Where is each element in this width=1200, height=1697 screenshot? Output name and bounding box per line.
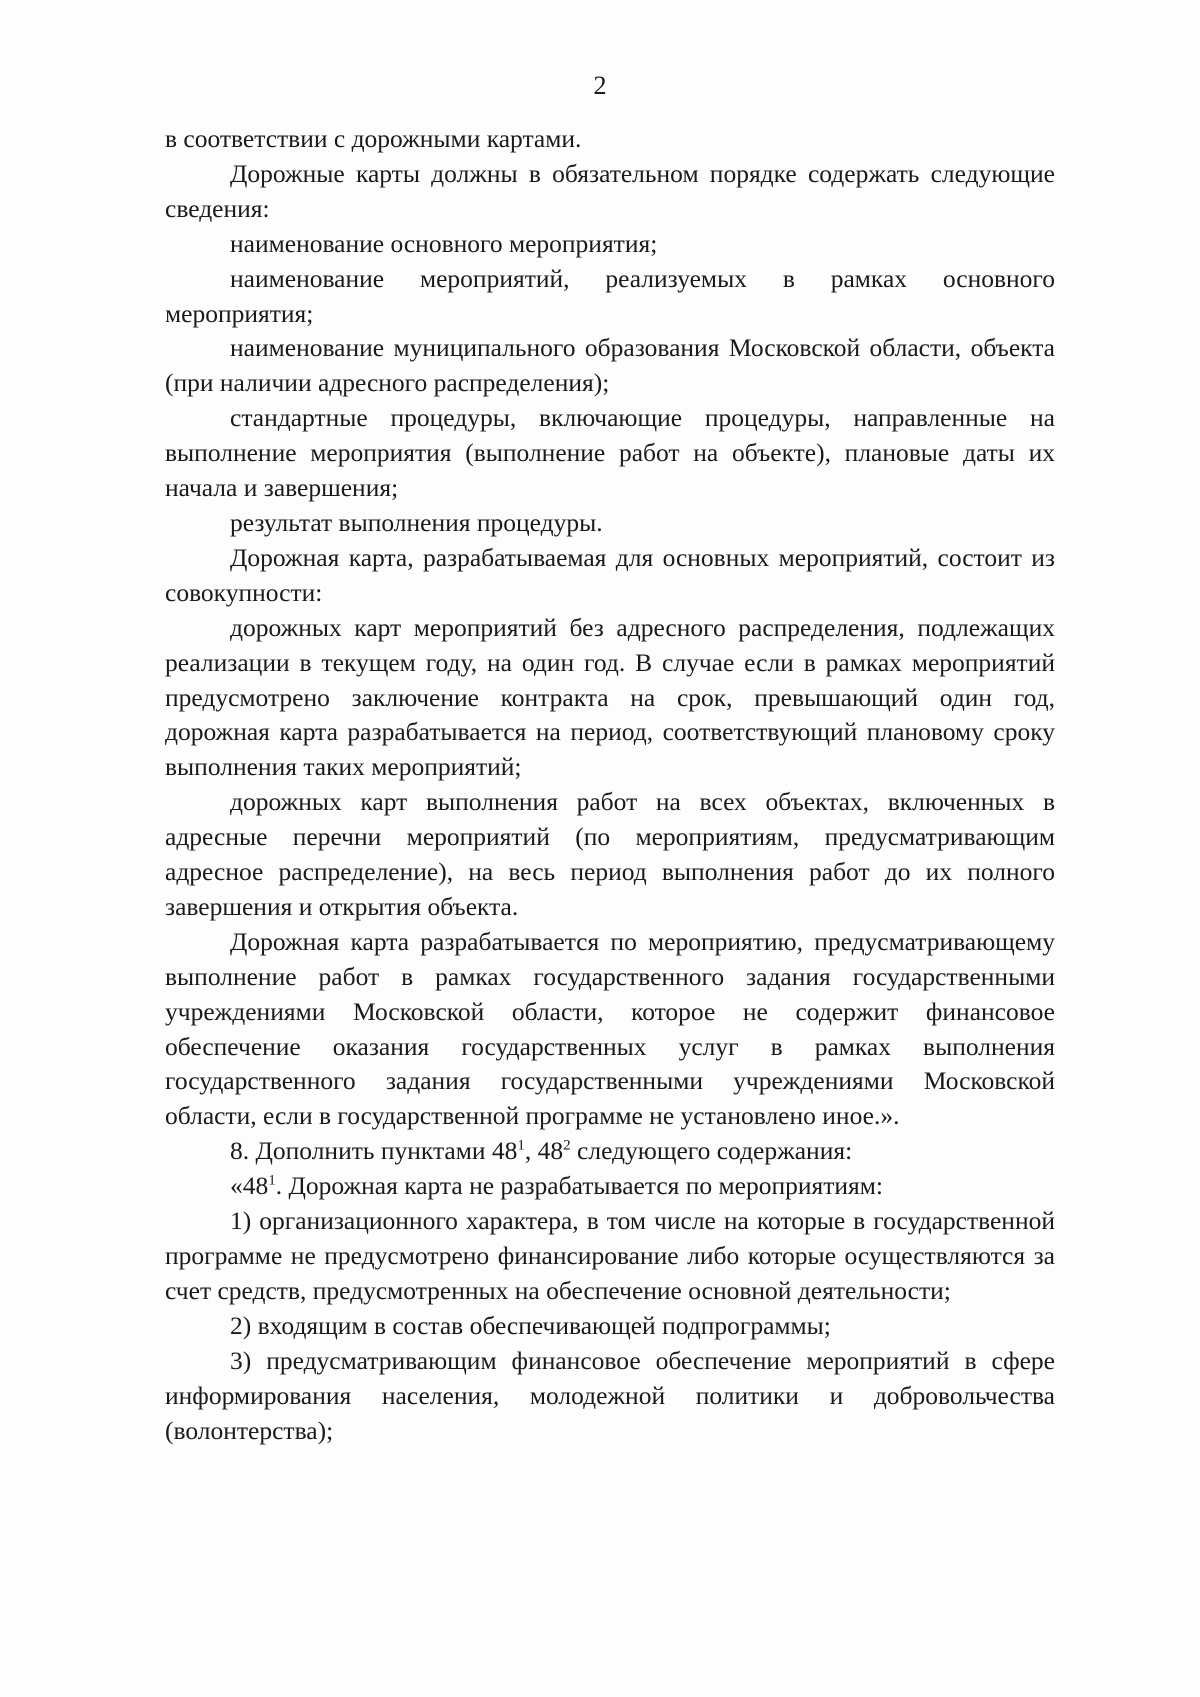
page-number: 2	[593, 71, 607, 100]
paragraph: наименование муниципального образования Московской области, объекта (при наличии адресного распределения);	[165, 333, 1055, 398]
paragraph: дорожных карт выполнения работ на всех объектах, включенных в адресные перечни мероприятий (по мероприятиям, предусматривающим адресное распределение), на весь период выполнения работ до их полного завершения и открытия объекта.	[165, 787, 1055, 921]
paragraph: в соответствии с дорожными картами.	[165, 124, 582, 153]
paragraph: стандартные процедуры, включающие процедуры, направленные на выполнение мероприятия (выполнение работ на объекте), плановые даты их начала и завершения;	[165, 403, 1055, 503]
list-item: 3) предусматривающим финансовое обеспечение мероприятий в сфере информирования населения, молодежной политики и добровольчества (волонтерства);	[165, 1345, 1055, 1445]
item8-text-separator: , 48	[524, 1136, 564, 1166]
item8-superscript-2: 2	[563, 1137, 571, 1154]
paragraph: результат выполнения процедуры.	[230, 507, 603, 537]
document-body	[165, 122, 1055, 1448]
clause-48-1-text-before: «48	[230, 1171, 269, 1201]
paragraph: дорожных карт мероприятий без адресного распределения, подлежащих реализации в текущем году, на один год. В случае если в рамках мероприятий предусмотрено заключение контракта на срок, превышающий один год, дорожная карта разрабатывается на период, соответствующий плановому сроку выполнения таких мероприятий;	[165, 612, 1055, 782]
paragraph: Дорожная карта, разрабатываемая для основных мероприятий, состоит из совокупности:	[165, 542, 1055, 607]
paragraph: наименование мероприятий, реализуемых в рамках основного мероприятия;	[165, 263, 1055, 328]
list-item: 2) входящим в состав обеспечивающей подпрограммы;	[230, 1310, 831, 1340]
item8-text-after: следующего содержания:	[570, 1136, 853, 1166]
list-item: 1) организационного характера, в том числе на которые в государственной программе не предусмотрено финансирование либо которые осуществляются за счет средств, предусмотренных на обеспечение основной деятельности;	[165, 1206, 1055, 1305]
paragraph: Дорожная карта разрабатывается по мероприятию, предусматривающему выполнение работ в рамках государственного задания государственными учреждениями Московской области, которое не содержит финансовое обеспечение оказания государственных услуг в рамках выполнения государственного задания государственными учреждениями Московской области, если в государственной программе не установлено иное.».	[165, 926, 1055, 1131]
paragraph: наименование основного мероприятия;	[230, 228, 658, 258]
amendment-item-8	[165, 1134, 1055, 1169]
clause-48-1-superscript: 1	[268, 1172, 276, 1189]
paragraph: Дорожные карты должны в обязательном порядке содержать следующие сведения:	[165, 158, 1055, 223]
item8-superscript-1: 1	[517, 1137, 525, 1154]
item8-text-before: 8. Дополнить пунктами 48	[230, 1136, 518, 1166]
clause-48-1-text-after: . Дорожная карта не разрабатывается по мероприятиям:	[275, 1171, 883, 1201]
clause-48-1	[165, 1169, 1055, 1204]
